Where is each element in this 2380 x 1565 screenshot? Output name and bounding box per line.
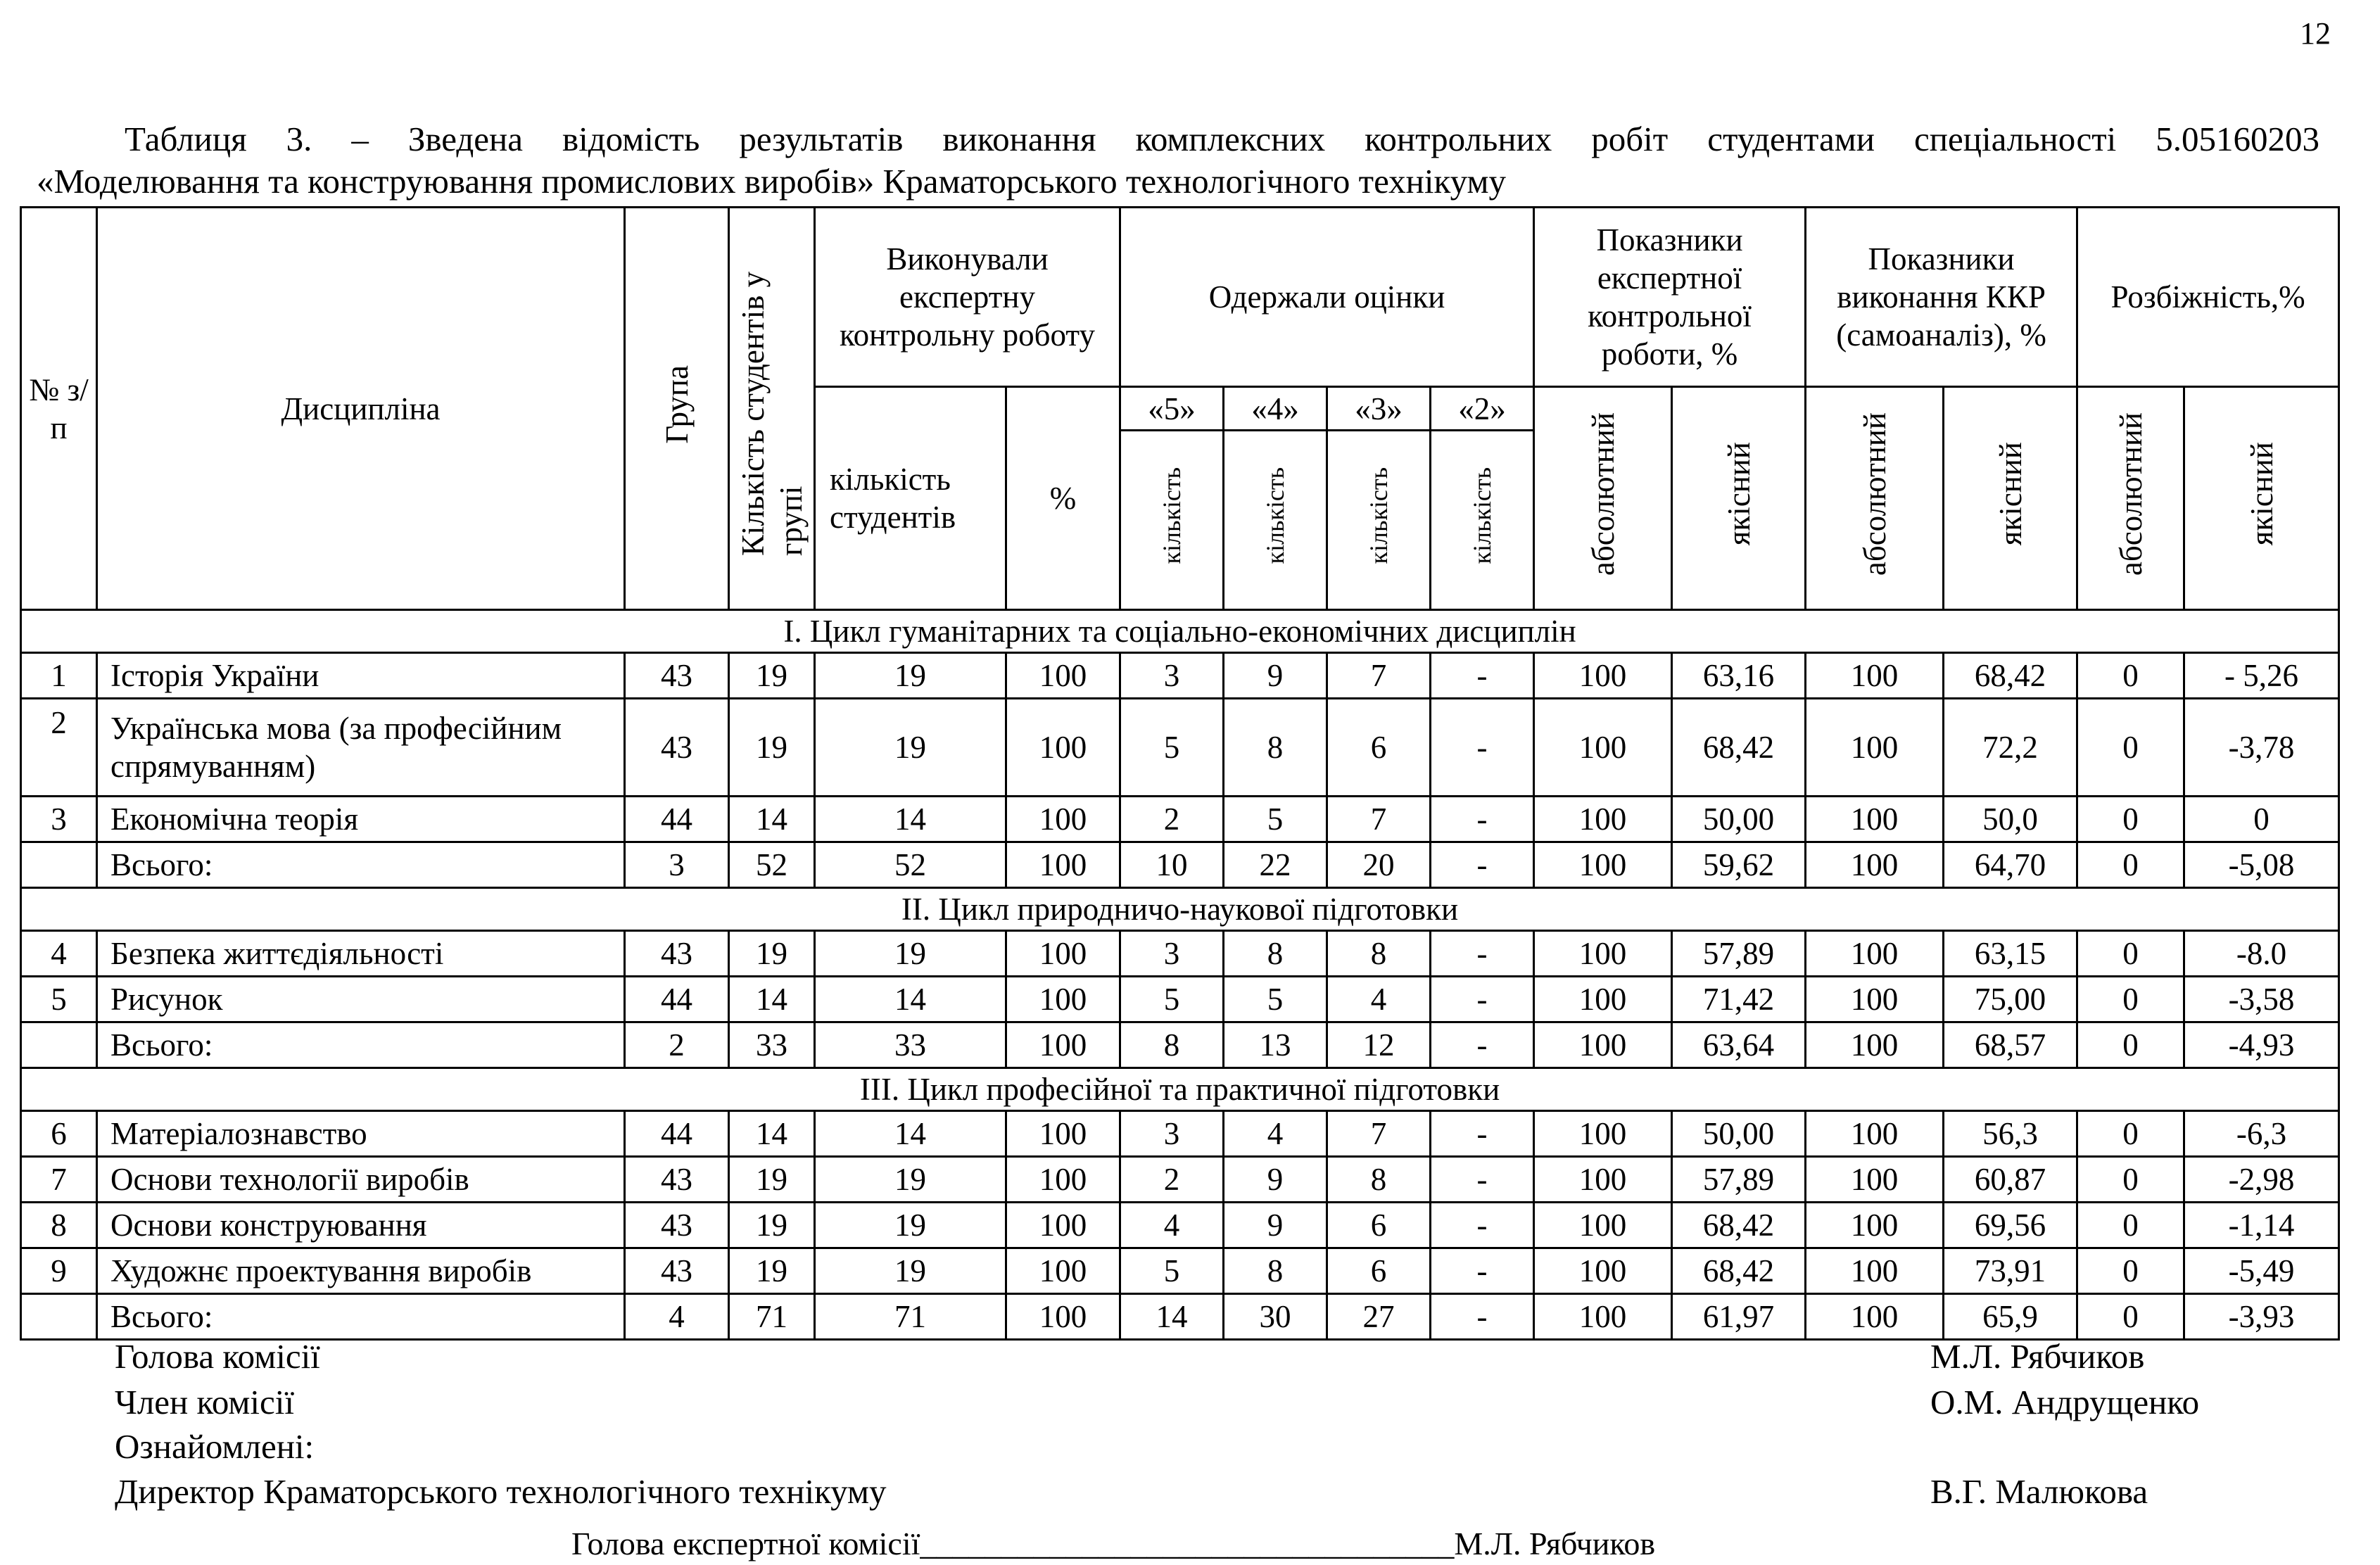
total-row — [21, 842, 2339, 888]
header-performed-percent: % — [1006, 387, 1120, 610]
cell-kkr-quality: 60,87 — [1944, 1157, 2077, 1203]
expert-chair-signature — [571, 1523, 1655, 1565]
cell-grade-4: 30 — [1224, 1294, 1327, 1340]
cell-discipline: Українська мова (за професійним спрямуванням) — [97, 699, 625, 797]
cell-students: 33 — [729, 1022, 815, 1068]
cell-grade-2: - — [1431, 842, 1534, 888]
cell-expert-absolute: 100 — [1534, 699, 1672, 797]
section-title: ІІ. Цикл природничо-наукової підготовки — [21, 888, 2339, 931]
cell-discrepancy-absolute: 0 — [2077, 1248, 2184, 1294]
cell-num: 3 — [21, 797, 97, 842]
section-title: І. Цикл гуманітарних та соціально-економічних дисциплін — [21, 610, 2339, 653]
chair-label: Голова комісії — [115, 1337, 320, 1376]
member-name: О.М. Андрущенко — [1930, 1383, 2200, 1421]
cell-grade-3: 7 — [1327, 1111, 1431, 1157]
table-row — [21, 977, 2339, 1022]
cell-expert-quality: 50,00 — [1672, 1111, 1806, 1157]
cell-count: 14 — [815, 797, 1006, 842]
caption-line-1: Таблиця 3. – Зведена відомість результатів виконання комплексних контрольних робіт студентами спеціальності 5.05160203 — [125, 120, 2319, 158]
section-title: ІІІ. Цикл професійної та практичної підготовки — [21, 1068, 2339, 1111]
cell-grade-4: 4 — [1224, 1111, 1327, 1157]
cell-percent: 100 — [1006, 1111, 1120, 1157]
cell-kkr-quality: 73,91 — [1944, 1248, 2077, 1294]
cell-kkr-absolute: 100 — [1806, 931, 1944, 977]
cell-group: 4 — [625, 1294, 729, 1340]
header-discrepancy-absolute: абсолютний — [2077, 387, 2184, 610]
cell-discrepancy-absolute: 0 — [2077, 931, 2184, 977]
cell-group: 43 — [625, 1248, 729, 1294]
cell-grade-3: 7 — [1327, 653, 1431, 699]
cell-grade-5: 5 — [1120, 699, 1224, 797]
cell-expert-absolute: 100 — [1534, 1294, 1672, 1340]
cell-num: 5 — [21, 977, 97, 1022]
total-row — [21, 1294, 2339, 1340]
cell-students: 19 — [729, 1157, 815, 1203]
expert-chair-name: М.Л. Рябчиков — [1454, 1526, 1656, 1561]
cell-discipline: Художнє проектування виробів — [97, 1248, 625, 1294]
header-kkr-absolute: абсолютний — [1806, 387, 1944, 610]
cell-discrepancy-absolute: 0 — [2077, 1111, 2184, 1157]
header-grade-4-qty: кількість — [1224, 431, 1327, 610]
cell-group: 3 — [625, 842, 729, 888]
cell-grade-3: 4 — [1327, 977, 1431, 1022]
caption-line-2: «Моделювання та конструювання промислових виробів» Краматорського технологічного технікуму — [37, 162, 1506, 201]
section-row — [21, 888, 2339, 931]
header-grade-3: «3» — [1327, 387, 1431, 431]
cell-group: 44 — [625, 1111, 729, 1157]
section-row — [21, 1068, 2339, 1111]
cell-count: 52 — [815, 842, 1006, 888]
cell-expert-absolute: 100 — [1534, 1157, 1672, 1203]
header-discrepancy: Розбіжність,% — [2077, 208, 2339, 387]
cell-total-label: Всього: — [97, 1294, 625, 1340]
cell-discipline: Економічна теорія — [97, 797, 625, 842]
cell-discrepancy-quality: -6,3 — [2184, 1111, 2339, 1157]
cell-discrepancy-absolute: 0 — [2077, 842, 2184, 888]
cell-grade-3: 20 — [1327, 842, 1431, 888]
cell-kkr-absolute: 100 — [1806, 797, 1944, 842]
cell-grade-2: - — [1431, 1157, 1534, 1203]
cell-grade-2: - — [1431, 1022, 1534, 1068]
cell-count: 14 — [815, 977, 1006, 1022]
cell-students: 19 — [729, 1248, 815, 1294]
cell-discrepancy-quality: 0 — [2184, 797, 2339, 842]
cell-expert-quality: 63,16 — [1672, 653, 1806, 699]
cell-percent: 100 — [1006, 1157, 1120, 1203]
cell-num: 7 — [21, 1157, 97, 1203]
page-number: 12 — [2300, 16, 2331, 51]
cell-discrepancy-absolute: 0 — [2077, 1022, 2184, 1068]
header-expert-absolute: абсолютний — [1534, 387, 1672, 610]
cell-count: 19 — [815, 653, 1006, 699]
cell-grade-2: - — [1431, 1248, 1534, 1294]
cell-group: 44 — [625, 797, 729, 842]
cell-total-label: Всього: — [97, 1022, 625, 1068]
cell-kkr-absolute: 100 — [1806, 1203, 1944, 1248]
cell-grade-4: 9 — [1224, 1157, 1327, 1203]
header-grade-2-qty: кількість — [1431, 431, 1534, 610]
director-name: В.Г. Малюкова — [1930, 1472, 2148, 1511]
header-group: Група — [625, 208, 729, 610]
cell-count: 19 — [815, 1203, 1006, 1248]
cell-grade-5: 3 — [1120, 653, 1224, 699]
cell-group: 2 — [625, 1022, 729, 1068]
cell-kkr-quality: 50,0 — [1944, 797, 2077, 842]
cell-discipline: Основи конструювання — [97, 1203, 625, 1248]
cell-grade-2: - — [1431, 1111, 1534, 1157]
cell-students: 52 — [729, 842, 815, 888]
cell-grade-5: 3 — [1120, 1111, 1224, 1157]
table-row — [21, 653, 2339, 699]
header-grade-5-qty: кількість — [1120, 431, 1224, 610]
cell-discrepancy-quality: - 5,26 — [2184, 653, 2339, 699]
expert-chair-label: Голова експертної комісії — [571, 1526, 920, 1561]
cell-expert-quality: 71,42 — [1672, 977, 1806, 1022]
cell-kkr-absolute: 100 — [1806, 977, 1944, 1022]
cell-discipline: Основи технології виробів — [97, 1157, 625, 1203]
cell-num — [21, 842, 97, 888]
cell-grade-3: 12 — [1327, 1022, 1431, 1068]
cell-grade-5: 2 — [1120, 797, 1224, 842]
cell-num: 4 — [21, 931, 97, 977]
cell-num: 9 — [21, 1248, 97, 1294]
cell-kkr-absolute: 100 — [1806, 1111, 1944, 1157]
cell-grade-4: 5 — [1224, 797, 1327, 842]
cell-discrepancy-quality: -3,78 — [2184, 699, 2339, 797]
header-discipline: Дисципліна — [97, 208, 625, 610]
header-performed-count: кількість студентів — [815, 387, 1006, 610]
cell-discrepancy-quality: -8.0 — [2184, 931, 2339, 977]
cell-students: 71 — [729, 1294, 815, 1340]
cell-discipline: Безпека життєдіяльності — [97, 931, 625, 977]
cell-students: 19 — [729, 931, 815, 977]
header-grade-2: «2» — [1431, 387, 1534, 431]
cell-percent: 100 — [1006, 842, 1120, 888]
cell-count: 19 — [815, 931, 1006, 977]
cell-kkr-quality: 56,3 — [1944, 1111, 2077, 1157]
cell-discrepancy-quality: -5,49 — [2184, 1248, 2339, 1294]
cell-students: 14 — [729, 1111, 815, 1157]
cell-grade-3: 6 — [1327, 1203, 1431, 1248]
cell-percent: 100 — [1006, 1248, 1120, 1294]
cell-num — [21, 1022, 97, 1068]
cell-percent: 100 — [1006, 977, 1120, 1022]
cell-grade-5: 8 — [1120, 1022, 1224, 1068]
cell-discrepancy-absolute: 0 — [2077, 699, 2184, 797]
cell-discrepancy-quality: -2,98 — [2184, 1157, 2339, 1203]
cell-kkr-absolute: 100 — [1806, 1294, 1944, 1340]
header-kkr-indicators: Показники виконання ККР (самоаналіз), % — [1806, 208, 2077, 387]
cell-count: 19 — [815, 1248, 1006, 1294]
table-caption — [37, 118, 2319, 203]
cell-grade-3: 8 — [1327, 931, 1431, 977]
cell-grade-2: - — [1431, 931, 1534, 977]
cell-expert-quality: 68,42 — [1672, 1203, 1806, 1248]
cell-grade-5: 10 — [1120, 842, 1224, 888]
cell-grade-2: - — [1431, 653, 1534, 699]
header-expert-quality: якісний — [1672, 387, 1806, 610]
cell-grade-3: 6 — [1327, 699, 1431, 797]
header-performed: Виконували експертну контрольну роботу — [815, 208, 1120, 387]
cell-expert-absolute: 100 — [1534, 1022, 1672, 1068]
cell-percent: 100 — [1006, 1203, 1120, 1248]
cell-percent: 100 — [1006, 699, 1120, 797]
cell-students: 19 — [729, 1203, 815, 1248]
cell-group: 43 — [625, 1157, 729, 1203]
table-row — [21, 699, 2339, 797]
cell-group: 44 — [625, 977, 729, 1022]
section-row — [21, 610, 2339, 653]
cell-grade-5: 2 — [1120, 1157, 1224, 1203]
cell-num: 6 — [21, 1111, 97, 1157]
cell-discrepancy-absolute: 0 — [2077, 1157, 2184, 1203]
cell-grade-4: 9 — [1224, 653, 1327, 699]
cell-discrepancy-quality: -1,14 — [2184, 1203, 2339, 1248]
table-row — [21, 1203, 2339, 1248]
cell-grade-4: 13 — [1224, 1022, 1327, 1068]
cell-grade-3: 6 — [1327, 1248, 1431, 1294]
cell-discrepancy-quality: -3,58 — [2184, 977, 2339, 1022]
cell-expert-absolute: 100 — [1534, 653, 1672, 699]
header-grades: Одержали оцінки — [1120, 208, 1534, 387]
cell-students: 14 — [729, 797, 815, 842]
cell-discrepancy-quality: -3,93 — [2184, 1294, 2339, 1340]
cell-grade-5: 5 — [1120, 1248, 1224, 1294]
cell-count: 14 — [815, 1111, 1006, 1157]
acquainted-label: Ознайомлені: — [115, 1427, 315, 1466]
cell-count: 71 — [815, 1294, 1006, 1340]
cell-students: 19 — [729, 699, 815, 797]
cell-kkr-quality: 72,2 — [1944, 699, 2077, 797]
cell-grade-5: 5 — [1120, 977, 1224, 1022]
cell-kkr-quality: 68,57 — [1944, 1022, 2077, 1068]
cell-kkr-absolute: 100 — [1806, 1248, 1944, 1294]
cell-discrepancy-absolute: 0 — [2077, 1203, 2184, 1248]
cell-expert-quality: 57,89 — [1672, 931, 1806, 977]
cell-expert-quality: 68,42 — [1672, 1248, 1806, 1294]
cell-discrepancy-quality: -4,93 — [2184, 1022, 2339, 1068]
cell-count: 19 — [815, 1157, 1006, 1203]
member-label: Член комісії — [115, 1383, 295, 1421]
cell-expert-quality: 59,62 — [1672, 842, 1806, 888]
cell-kkr-absolute: 100 — [1806, 653, 1944, 699]
header-grade-4: «4» — [1224, 387, 1327, 431]
cell-kkr-quality: 69,56 — [1944, 1203, 2077, 1248]
cell-grade-4: 9 — [1224, 1203, 1327, 1248]
cell-discrepancy-absolute: 0 — [2077, 797, 2184, 842]
cell-percent: 100 — [1006, 1022, 1120, 1068]
director-label: Директор Краматорського технологічного технікуму — [115, 1472, 887, 1511]
cell-grade-3: 8 — [1327, 1157, 1431, 1203]
cell-grade-3: 27 — [1327, 1294, 1431, 1340]
cell-kkr-quality: 63,15 — [1944, 931, 2077, 977]
cell-percent: 100 — [1006, 931, 1120, 977]
cell-discipline: Рисунок — [97, 977, 625, 1022]
cell-num: 2 — [21, 699, 97, 797]
cell-students: 14 — [729, 977, 815, 1022]
table-row — [21, 1248, 2339, 1294]
cell-students: 19 — [729, 653, 815, 699]
cell-grade-2: - — [1431, 797, 1534, 842]
cell-grade-5: 14 — [1120, 1294, 1224, 1340]
cell-expert-absolute: 100 — [1534, 977, 1672, 1022]
cell-num — [21, 1294, 97, 1340]
cell-group: 43 — [625, 653, 729, 699]
cell-discrepancy-absolute: 0 — [2077, 977, 2184, 1022]
cell-kkr-quality: 75,00 — [1944, 977, 2077, 1022]
cell-grade-5: 4 — [1120, 1203, 1224, 1248]
cell-grade-2: - — [1431, 977, 1534, 1022]
header-discrepancy-quality: якісний — [2184, 387, 2339, 610]
cell-discrepancy-quality: -5,08 — [2184, 842, 2339, 888]
table-row — [21, 1111, 2339, 1157]
chair-name: М.Л. Рябчиков — [1930, 1337, 2145, 1376]
table-row — [21, 931, 2339, 977]
cell-grade-4: 5 — [1224, 977, 1327, 1022]
cell-group: 43 — [625, 931, 729, 977]
cell-grade-2: - — [1431, 1203, 1534, 1248]
results-table — [20, 206, 2340, 1341]
cell-grade-2: - — [1431, 699, 1534, 797]
cell-expert-absolute: 100 — [1534, 1203, 1672, 1248]
header-students-count: Кількість студентів у групі — [729, 208, 815, 610]
cell-expert-quality: 50,00 — [1672, 797, 1806, 842]
cell-kkr-absolute: 100 — [1806, 699, 1944, 797]
cell-kkr-absolute: 100 — [1806, 1022, 1944, 1068]
cell-expert-absolute: 100 — [1534, 842, 1672, 888]
cell-grade-5: 3 — [1120, 931, 1224, 977]
cell-group: 43 — [625, 1203, 729, 1248]
cell-grade-4: 22 — [1224, 842, 1327, 888]
cell-num: 1 — [21, 653, 97, 699]
cell-discipline: Історія України — [97, 653, 625, 699]
header-expert-indicators: Показники експертної контрольної роботи, % — [1534, 208, 1806, 387]
table-row — [21, 797, 2339, 842]
cell-percent: 100 — [1006, 797, 1120, 842]
cell-grade-4: 8 — [1224, 931, 1327, 977]
cell-expert-absolute: 100 — [1534, 1248, 1672, 1294]
cell-expert-quality: 63,64 — [1672, 1022, 1806, 1068]
cell-discrepancy-absolute: 0 — [2077, 1294, 2184, 1340]
cell-discipline: Матеріалознавство — [97, 1111, 625, 1157]
cell-kkr-quality: 68,42 — [1944, 653, 2077, 699]
table-row — [21, 1157, 2339, 1203]
cell-kkr-quality: 64,70 — [1944, 842, 2077, 888]
signature-line: _________________________________ — [920, 1526, 1455, 1561]
cell-total-label: Всього: — [97, 842, 625, 888]
cell-kkr-absolute: 100 — [1806, 842, 1944, 888]
cell-expert-absolute: 100 — [1534, 1111, 1672, 1157]
cell-grade-4: 8 — [1224, 1248, 1327, 1294]
cell-grade-3: 7 — [1327, 797, 1431, 842]
cell-grade-2: - — [1431, 1294, 1534, 1340]
cell-expert-quality: 57,89 — [1672, 1157, 1806, 1203]
cell-kkr-absolute: 100 — [1806, 1157, 1944, 1203]
cell-expert-absolute: 100 — [1534, 797, 1672, 842]
cell-expert-quality: 61,97 — [1672, 1294, 1806, 1340]
cell-expert-absolute: 100 — [1534, 931, 1672, 977]
cell-kkr-quality: 65,9 — [1944, 1294, 2077, 1340]
cell-group: 43 — [625, 699, 729, 797]
cell-discrepancy-absolute: 0 — [2077, 653, 2184, 699]
cell-count: 33 — [815, 1022, 1006, 1068]
cell-expert-quality: 68,42 — [1672, 699, 1806, 797]
total-row — [21, 1022, 2339, 1068]
cell-num: 8 — [21, 1203, 97, 1248]
cell-grade-4: 8 — [1224, 699, 1327, 797]
header-num: № з/п — [21, 208, 97, 610]
cell-percent: 100 — [1006, 1294, 1120, 1340]
header-kkr-quality: якісний — [1944, 387, 2077, 610]
cell-percent: 100 — [1006, 653, 1120, 699]
header-grade-3-qty: кількість — [1327, 431, 1431, 610]
header-grade-5: «5» — [1120, 387, 1224, 431]
cell-count: 19 — [815, 699, 1006, 797]
